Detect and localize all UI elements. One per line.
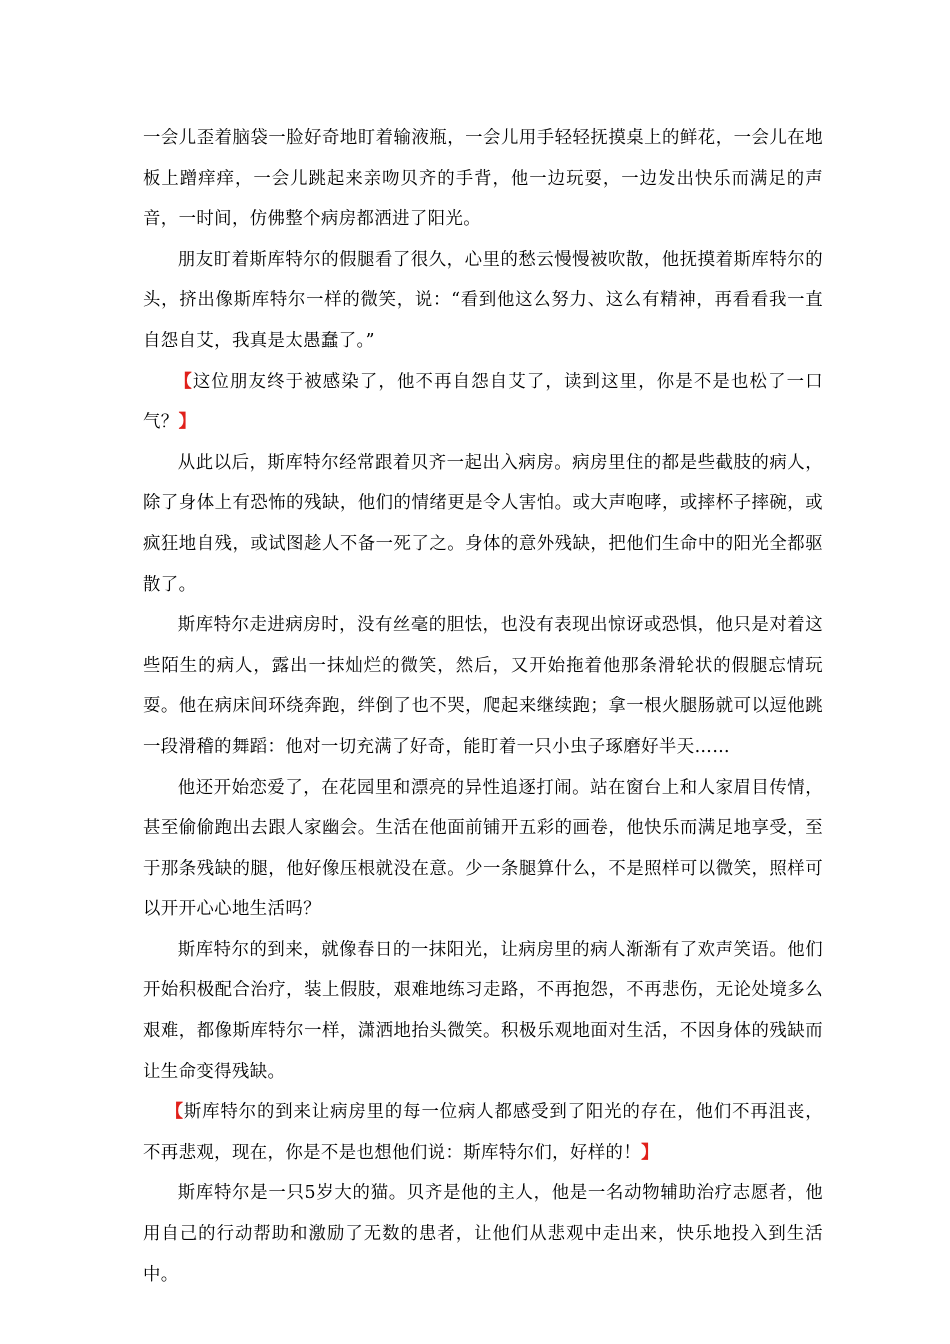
note-close-bracket: 】 <box>641 1142 659 1163</box>
paragraph-2: 朋友盯着斯库特尔的假腿看了很久，心里的愁云慢慢被吹散，他抚摸着斯库特尔的头，挤出像斯库特尔一样的微笑，说：“看到他这么努力、这么有精神，再看看我一直自怨自艾，我真是太愚蠢了。” <box>143 249 823 351</box>
note-close-bracket: 】 <box>178 412 197 433</box>
paragraph-6: 斯库特尔的到来，就像春日的一抹阳光，让病房里的病人渐渐有了欢声笑语。他们开始积极配合治疗，装上假肢，艰难地练习走路，不再抱怨，不再悲伤，无论处境多么艰难，都像斯库特尔一样，潇洒地抬头微笑。积极乐观地面对生活，不因身体的残缺而让生命变得残缺。 <box>143 939 823 1082</box>
paragraph-3: 从此以后，斯库特尔经常跟着贝齐一起出入病房。病房里住的都是些截肢的病人，除了身体上有恐怖的残缺，他们的情绪更是令人害怕。或大声咆哮，或摔杯子摔碗，或疯狂地自残，或试图趁人不备一死了之。身体的意外残缺，把他们生命中的阳光全都驱散了。 <box>143 452 823 595</box>
paragraph-7: 斯库特尔是一只5岁大的猫。贝齐是他的主人，他是一名动物辅助治疗志愿者，他用自己的行动帮助和激励了无数的患者，让他们从悲观中走出来，快乐地投入到生活中。 <box>143 1183 823 1285</box>
reader-note-1 <box>143 362 823 443</box>
note-open-bracket: 【 <box>165 1102 184 1123</box>
paragraph-5: 他还开始恋爱了，在花园里和漂亮的异性追逐打闹。站在窗台上和人家眉目传情，甚至偷偷跑出去跟人家幽会。生活在他面前铺开五彩的画卷，他快乐而满足地享受，至于那条残缺的腿，他好像压根就没在意。少一条腿算什么，不是照样可以微笑，照样可以开开心心地生活吗？ <box>143 777 823 920</box>
note-open-bracket: 【 <box>174 371 193 392</box>
paragraph-4: 斯库特尔走进病房时，没有丝毫的胆怯，也没有表现出惊讶或恐惧，他只是对着这些陌生的病人，露出一抹灿烂的微笑，然后，又开始拖着他那条滑轮状的假腿忘情玩耍。他在病床间环绕奔跑，绊倒了也不哭，爬起来继续跑；拿一根火腿肠就可以逗他跳一段滑稽的舞蹈：他对一切充满了好奇，能盯着一只小虫子琢磨好半天…… <box>143 615 823 757</box>
paragraph-1: 一会儿歪着脑袋一脸好奇地盯着输液瓶，一会儿用手轻轻抚摸桌上的鲜花，一会儿在地板上蹭痒痒，一会儿跳起来亲吻贝齐的手背，他一边玩耍，一边发出快乐而满足的声音，一时间，仿佛整个病房都洒进了阳光。 <box>143 128 823 230</box>
note-text: 斯库特尔的到来让病房里的每一位病人都感受到了阳光的存在，他们不再沮丧，不再悲观，现在，你是不是也想他们说：斯库特尔们，好样的！ <box>143 1102 823 1163</box>
note-text: 这位朋友终于被感染了，他不再自怨自艾了，读到这里，你是不是也松了一口气？ <box>143 371 823 433</box>
document-body <box>143 118 823 1295</box>
reader-note-2 <box>143 1092 823 1173</box>
